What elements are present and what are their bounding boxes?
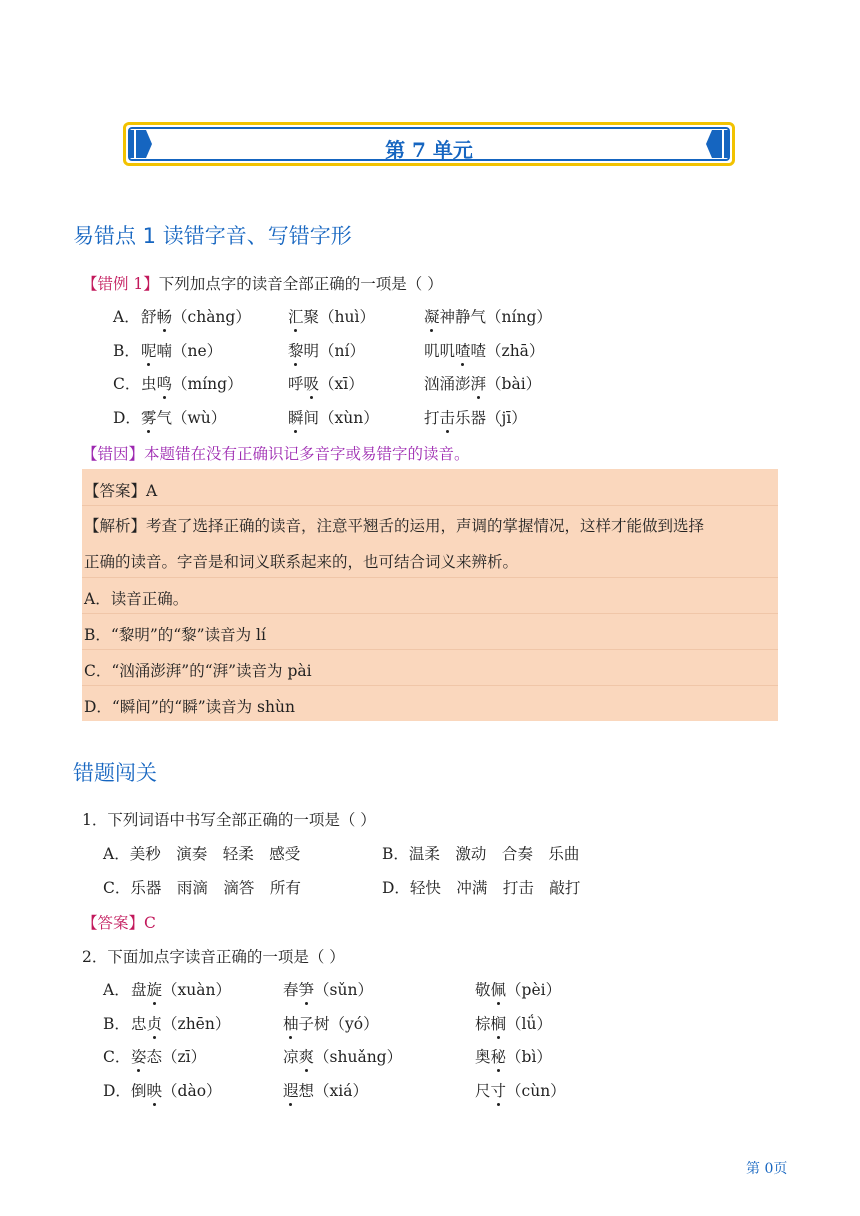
question-2-option-item-text: （cùn） (506, 1081, 566, 1100)
example-option-item (288, 305, 375, 327)
question-2-option-item (131, 1012, 230, 1034)
question-2-option-item-text: （shuǎng） (314, 1048, 403, 1066)
example-option-item (424, 372, 541, 394)
example-option-dotted-char: 汇 (288, 305, 304, 327)
question-1-option-a: A．美秒 演奏 轻柔 感受 (103, 845, 301, 863)
question-2-option-item-text: （lǘ） (506, 1014, 552, 1033)
example-option-item (141, 305, 251, 327)
question-2-option-dotted-char: 秘 (491, 1045, 507, 1067)
example-option-item (288, 372, 364, 394)
example-option-item-text: 叽叽 (424, 341, 456, 360)
example-option-dotted-char: 湃 (471, 372, 487, 394)
question-2-option-letter: B． (103, 1014, 130, 1033)
question-2-option-dotted-char: 柚 (283, 1012, 299, 1034)
example-option-dotted-char: 击 (440, 406, 456, 428)
example-option-item-text: 虫 (141, 375, 157, 393)
unit-banner (123, 122, 735, 166)
question-1-answer (82, 911, 156, 933)
question-2-option-item (283, 1012, 379, 1034)
example-option-item (424, 305, 552, 327)
question-2-option-item (131, 1045, 206, 1067)
analysis-option-c: C．“汹涌澎湃”的“湃”读音为 pài (84, 662, 312, 680)
question-2-option-item (131, 1079, 222, 1101)
question-2-option-item-text: 奥 (475, 1048, 491, 1066)
answer-label: 【答案】 (84, 482, 147, 500)
example-option-item (424, 406, 527, 428)
question-2-option-letter: D． (103, 1081, 131, 1100)
question-2-option-item-text: 忠 (131, 1014, 147, 1033)
question-2-stem: 2．下面加点字读音正确的一项是（ ） (82, 948, 345, 966)
example-option-item (288, 339, 365, 361)
example-option-letter: B． (113, 341, 140, 360)
question-2-option-dotted-char: 爽 (299, 1045, 315, 1067)
example-option-item-text: 呼 (288, 375, 304, 393)
unit-title: 第 7 单元 (385, 138, 473, 162)
question-2-option-dotted-char: 旋 (147, 978, 163, 1000)
example-option-item-text: 间（xùn） (303, 408, 379, 427)
page-number: 第 0页 (746, 1161, 788, 1177)
question-2-option-item-text: 敬 (475, 981, 491, 999)
example-option-item (424, 339, 544, 361)
question-2-option-dotted-char: 姿 (131, 1045, 147, 1067)
example-option-item-text: 舒 (141, 308, 157, 326)
error-cause (82, 442, 470, 464)
section-heading-mistake-point: 易错点 1 读错字音、写错字形 (73, 224, 352, 248)
example-tag: 【错例 1】 (82, 275, 159, 293)
example-option-dotted-char: 畅 (157, 305, 173, 327)
question-1-option-d: D．轻快 冲满 打击 敲打 (382, 879, 581, 897)
question-2-option-item-text: （pèi） (506, 981, 562, 999)
example-option-item-text: 喃（ne） (156, 341, 223, 360)
example-option-item-text: （chàng） (172, 308, 251, 326)
example-question-text: 下列加点字的读音全部正确的一项是（ ） (158, 275, 443, 293)
example-option-item-text: 喳（zhā） (470, 341, 545, 360)
question-2-option-item-text: 子树（yó） (298, 1014, 379, 1033)
question-2-option-item-text: 盘 (131, 981, 147, 999)
example-option-letter: D． (113, 408, 141, 427)
example-option-item-text: 气（wù） (156, 408, 227, 427)
example-option-item-text: 乐器（jī） (455, 408, 527, 427)
question-1-option-b: B．温柔 激动 合奏 乐曲 (382, 845, 580, 863)
question-2-option-item (475, 978, 561, 1000)
question-1-stem: 1．下列词语中书写全部正确的一项是（ ） (82, 811, 376, 829)
example-option-item (141, 406, 226, 428)
question-2-option-dotted-char: 寸 (491, 1079, 507, 1101)
question-2-option-letter: C． (103, 1048, 131, 1066)
example-option-item-text: （bài） (486, 375, 542, 393)
question-2-option-item (475, 1045, 552, 1067)
example-option-item-text: 神静气（níng） (439, 308, 552, 326)
example-option-item (141, 339, 222, 361)
answer-row (82, 469, 778, 505)
analysis-option-b: B．“黎明”的“黎”读音为 lí (84, 626, 266, 644)
question-2-option-item-text: 想（xiá） (298, 1081, 368, 1100)
example-option-item-text: （míng） (172, 375, 243, 393)
question-2-option-item-text: 棕 (475, 1014, 491, 1033)
example-option-item-text: 明（ní） (303, 341, 365, 360)
question-2-option-item (283, 978, 373, 1000)
analysis-line-1: 考查了选择正确的读音，注意平翘舌的运用，声调的掌握情况，这样才能做到选择 (146, 517, 705, 535)
question-2-option-item-text: 倒 (131, 1081, 147, 1100)
question-1-option-c: C．乐器 雨滴 滴答 所有 (103, 879, 301, 897)
question-1-answer-value: C (144, 914, 156, 932)
analysis-label: 【解析】 (84, 517, 147, 535)
question-2-option-dotted-char: 贞 (147, 1012, 163, 1034)
question-2-option-item (283, 1045, 402, 1067)
example-option-item-text: 汹涌澎 (424, 375, 471, 393)
cause-tag: 【错因】 (82, 445, 145, 463)
question-2-option-item-text: 尺 (475, 1081, 491, 1100)
question-2-option-item-text: （sǔn） (314, 981, 373, 999)
question-2-option-item-text: （xuàn） (162, 981, 231, 999)
question-2-option-letter: A． (103, 981, 130, 999)
question-2-option-item (475, 1012, 552, 1034)
question-2-option-item-text: （dào） (162, 1081, 222, 1100)
example-option-dotted-char: 黎 (288, 339, 304, 361)
example-option-item (141, 372, 243, 394)
example-option-dotted-char: 吸 (304, 372, 320, 394)
example-option-dotted-char: 瞬 (288, 406, 304, 428)
example-option-dotted-char: 喳 (455, 339, 471, 361)
example-option-dotted-char: 凝 (424, 305, 440, 327)
question-2-option-item (475, 1079, 566, 1101)
analysis-line-2: 正确的读音。字音是和词义联系起来的，也可结合词义来辨析。 (84, 553, 519, 571)
question-2-option-item-text: （zhēn） (162, 1014, 231, 1033)
example-option-dotted-char: 呢 (141, 339, 157, 361)
example-option-item-text: 打 (424, 408, 440, 427)
example-option-dotted-char: 雾 (141, 406, 157, 428)
example-option-item-text: 聚（huì） (303, 308, 375, 326)
section-heading-practice: 错题闯关 (73, 761, 157, 785)
question-1-answer-label: 【答案】 (82, 914, 145, 932)
example-option-letter: A． (113, 308, 140, 326)
question-2-option-dotted-char: 映 (147, 1079, 163, 1101)
example-option-dotted-char: 鸣 (157, 372, 173, 394)
cause-text: 本题错在没有正确识记多音字或易错字的读音。 (144, 445, 470, 463)
answer-analysis-box (82, 469, 778, 721)
example-option-item-text: （xī） (319, 375, 364, 393)
question-2-option-item-text: 春 (283, 981, 299, 999)
question-2-option-item (131, 978, 231, 1000)
question-2-option-item-text: 凉 (283, 1048, 299, 1066)
question-2-option-dotted-char: 遐 (283, 1079, 299, 1101)
analysis-row (82, 505, 778, 578)
question-2-option-item-text: 态（zī） (146, 1048, 207, 1066)
answer-value: A (146, 482, 158, 500)
example-option-letter: C． (113, 375, 141, 393)
analysis-option-a: A．读音正确。 (84, 590, 189, 608)
example-question (82, 272, 443, 294)
question-2-option-item-text: （bì） (506, 1048, 552, 1066)
question-2-option-dotted-char: 榈 (491, 1012, 507, 1034)
question-2-option-item (283, 1079, 368, 1101)
analysis-option-d: D．“瞬间”的“瞬”读音为 shùn (84, 698, 295, 716)
example-option-item (288, 406, 379, 428)
question-2-option-dotted-char: 佩 (491, 978, 507, 1000)
question-2-option-dotted-char: 笋 (299, 978, 315, 1000)
